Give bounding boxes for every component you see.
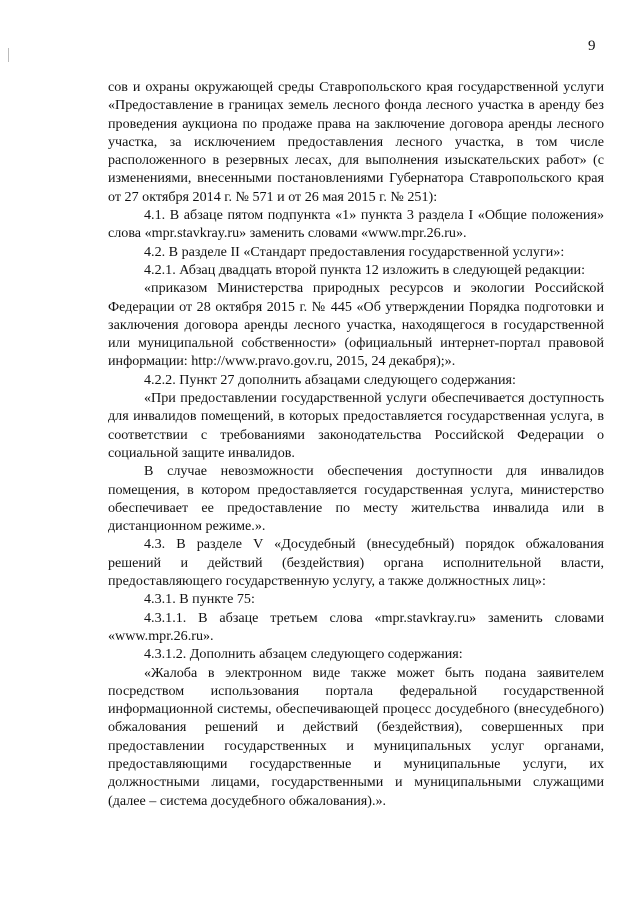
paragraph: сов и охраны окружающей среды Ставропольского края государственной услуги «Предоставление в границах земель лесного фонда лесного участка в аренду без проведения аукциона по продаже права на заключение договора аренды лесного участка, за исключением предоставления лесного участка, в том числе расположенного в резервных лесах, для выполнения изыскательских работ» (с изменениями, внесенными постановлениями Губернатора Ставропольского края от 27 октября 2014 г. № 571 и от 26 мая 2015 г. № 251):	[108, 79, 604, 205]
paragraph: 4.2. В разделе II «Стандарт предоставления государственной услуги»:	[144, 243, 565, 260]
paragraph: «При предоставлении государственной услуги обеспечивается доступность для инвалидов помещений, в которых предоставляется государственная услуга, в соответствии с требованиями законодательства Российской Федерации о социальной защите инвалидов.	[108, 390, 604, 461]
paragraph: «приказом Министерства природных ресурсов и экологии Российской Федерации от 28 октября 2015 г. № 445 «Об утверждении Порядка подготовки и заключения договора аренды лесного участка, находящегося в государственной или муниципальной собственности» (официальный интернет-портал правовой информации: http://www.pravo.gov.ru, 2015, 24 декабря);».	[108, 280, 604, 370]
paragraph: 4.2.1. Абзац двадцать второй пункта 12 изложить в следующей редакции:	[144, 261, 585, 278]
paragraph: 4.3. В разделе V «Досудебный (внесудебный) порядок обжалования решений и действий (бездействия) органа исполнительной власти, предоставляющего государственную услугу, а также должностных лиц»:	[108, 536, 604, 590]
paragraph: В случае невозможности обеспечения доступности для инвалидов помещения, в котором предоставляется государственная услуга, министерство обеспечивает ее предоставление по месту жительства инвалида или в дистанционном режиме.».	[108, 463, 604, 535]
paragraph: 4.1. В абзаце пятом подпункта «1» пункта 3 раздела I «Общие положения» слова «mpr.stavkray.ru» заменить словами «www.mpr.26.ru».	[108, 207, 604, 242]
scan-edge-mark	[8, 48, 9, 62]
paragraph: 4.2.2. Пункт 27 дополнить абзацами следующего содержания:	[144, 371, 516, 388]
page-number: 9	[588, 38, 596, 54]
document-body	[108, 78, 604, 810]
paragraph: «Жалоба в электронном виде также может быть подана заявителем посредством использования портала федеральной государственной информационной системы, обеспечивающей процесс досудебного (внесудебного) обжалования решений и действий (бездействия), совершенных при предоставлении государственных и муниципальных услуг органами, предоставляющими государственные и муниципальные услуги, их должностными лицами, государственными и муниципальными служащими (далее – система досудебного обжалования).».	[108, 664, 604, 809]
paragraph: 4.3.1.1. В абзаце третьем слова «mpr.stavkray.ru» заменить словами «www.mpr.26.ru».	[108, 609, 604, 644]
paragraph: 4.3.1. В пункте 75:	[144, 591, 255, 608]
paragraph: 4.3.1.2. Дополнить абзацем следующего содержания:	[144, 646, 463, 663]
